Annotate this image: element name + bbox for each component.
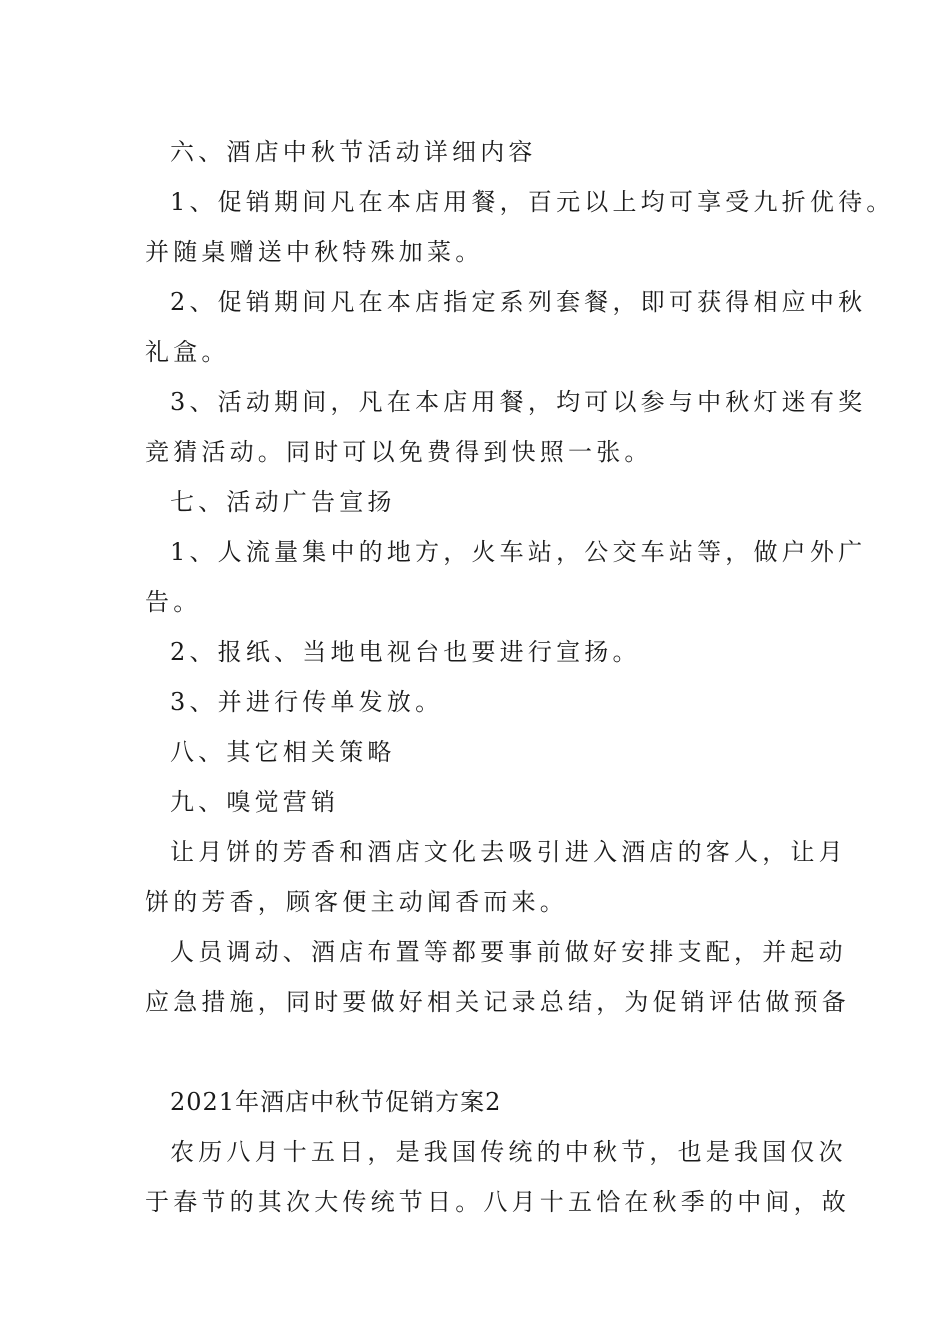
paragraph-line: 并随桌赠送中秋特殊加菜。 [145,238,484,266]
paragraph-line: 1、促销期间凡在本店用餐，百元以上均可享受九折优待。 [170,188,895,216]
section-heading-six: 六、酒店中秋节活动详细内容 [170,138,537,166]
paragraph-line: 礼盒。 [145,338,230,366]
section-heading-seven: 七、活动广告宣扬 [170,488,396,516]
paragraph-line: 竞猜活动。同时可以免费得到快照一张。 [145,438,653,466]
paragraph-line: 让月饼的芳香和酒店文化去吸引进入酒店的客人，让月 [170,838,847,866]
section-heading-nine: 九、嗅觉营销 [170,788,340,816]
paragraph-line: 应急措施，同时要做好相关记录总结，为促销评估做预备 [145,988,850,1016]
paragraph-line: 饼的芳香，顾客便主动闻香而来。 [145,888,568,916]
paragraph-line: 告。 [145,588,202,616]
document-subtitle: 2021年酒店中秋节促销方案2 [170,1088,502,1116]
paragraph-line: 于春节的其次大传统节日。八月十五恰在秋季的中间，故 [145,1188,850,1216]
paragraph-line: 农历八月十五日，是我国传统的中秋节，也是我国仅次 [170,1138,847,1166]
paragraph-line: 1、人流量集中的地方，火车站，公交车站等，做户外广 [170,538,867,566]
paragraph-line: 3、并进行传单发放。 [170,688,444,716]
paragraph-line: 3、活动期间，凡在本店用餐，均可以参与中秋灯迷有奖 [170,388,867,416]
paragraph-line: 2、促销期间凡在本店指定系列套餐，即可获得相应中秋 [170,288,867,316]
section-heading-eight: 八、其它相关策略 [170,738,396,766]
paragraph-line: 人员调动、酒店布置等都要事前做好安排支配，并起动 [170,938,847,966]
paragraph-line: 2、报纸、当地电视台也要进行宣扬。 [170,638,641,666]
